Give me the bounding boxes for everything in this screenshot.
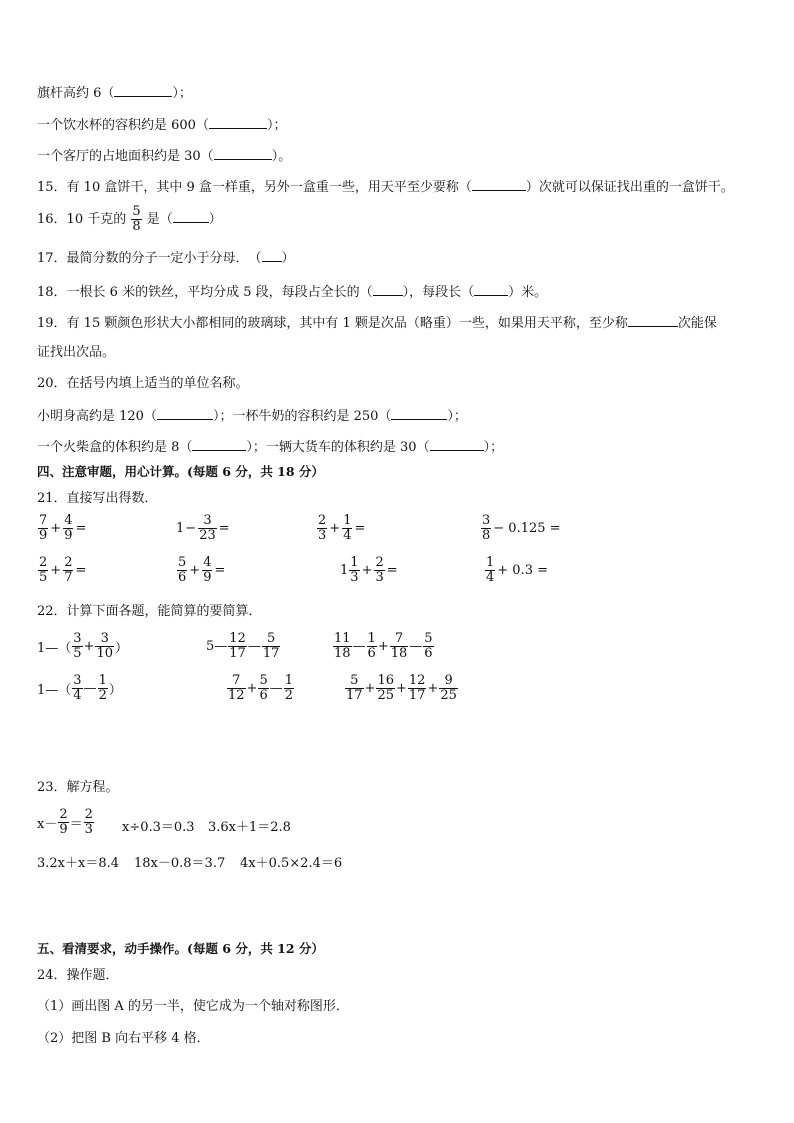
suffix: ） xyxy=(108,683,122,698)
fraction xyxy=(177,556,187,585)
calc-item-2 xyxy=(176,514,231,543)
fraction xyxy=(367,632,377,661)
denominator: 18 xyxy=(334,646,351,661)
numerator: 5 xyxy=(345,674,364,689)
prefix: 1—（ xyxy=(37,641,72,656)
operator: + xyxy=(50,521,62,536)
denominator: 3 xyxy=(375,570,384,585)
fraction xyxy=(72,674,82,703)
denominator: 10 xyxy=(96,646,114,661)
simplify-item-2 xyxy=(206,632,281,661)
operator: + xyxy=(361,563,373,578)
number: 1 xyxy=(176,521,185,536)
question-20-row2 xyxy=(37,437,503,457)
text: ）。 xyxy=(271,149,292,164)
operator: + xyxy=(427,681,439,696)
question-20 xyxy=(37,375,249,393)
fraction xyxy=(84,808,94,837)
fraction xyxy=(408,674,427,703)
numerator: 5 xyxy=(132,204,141,219)
denominator: 5 xyxy=(73,646,82,661)
operator: + xyxy=(377,639,389,654)
text: 16．10 千克的 xyxy=(37,212,127,227)
text: 证找出次品。 xyxy=(37,345,116,360)
fraction xyxy=(390,632,409,661)
fraction xyxy=(423,632,433,661)
answer-blank[interactable] xyxy=(214,146,272,160)
denominator: 9 xyxy=(203,570,212,585)
denominator: 17 xyxy=(262,646,280,661)
denominator: 12 xyxy=(228,688,245,703)
operator: + xyxy=(396,681,407,696)
denominator: 3 xyxy=(84,822,93,837)
numerator: 2 xyxy=(84,807,93,822)
numerator: 12 xyxy=(229,631,246,646)
fraction xyxy=(227,674,246,703)
fraction xyxy=(317,514,327,543)
line-livingroom xyxy=(37,146,291,166)
fraction xyxy=(258,674,268,703)
text: 20．在括号内填上适当的单位名称。 xyxy=(37,376,249,391)
denominator: 4 xyxy=(73,688,82,703)
question-15 xyxy=(37,177,734,197)
fraction xyxy=(262,632,281,661)
text: ）；一杯牛奶的容积约是 250（ xyxy=(212,409,392,424)
operator: — xyxy=(352,639,366,654)
fraction xyxy=(198,514,217,543)
fraction xyxy=(333,632,352,661)
denominator: 3 xyxy=(350,570,359,585)
numerator: 2 xyxy=(375,555,384,570)
text: 17．最简分数的分子一定小于分母． （ xyxy=(37,251,262,266)
question-22: 22．计算下面各题，能简算的要简算． xyxy=(37,604,262,619)
fraction xyxy=(131,205,141,234)
operator: + xyxy=(50,563,62,578)
fraction xyxy=(38,556,48,585)
numerator: 4 xyxy=(64,513,73,528)
text: 一个饮水杯的容积约是 600（ xyxy=(37,118,209,133)
operator: + xyxy=(364,681,376,696)
fraction xyxy=(342,514,352,543)
numerator: 3 xyxy=(95,632,114,647)
fraction xyxy=(228,632,247,661)
operator: − xyxy=(185,521,197,536)
calc-item-3 xyxy=(316,514,366,543)
answer-blank[interactable] xyxy=(391,406,447,420)
equation-1 xyxy=(37,808,95,837)
question-24-1: （1）画出图 A 的另一半，使它成为一个轴对称图形． xyxy=(37,999,349,1014)
numerator: 1 xyxy=(284,673,294,688)
numerator: 7 xyxy=(390,632,409,647)
denominator: 4 xyxy=(343,528,352,543)
denominator: 7 xyxy=(64,570,73,585)
fraction xyxy=(349,556,359,585)
operator: + xyxy=(329,521,341,536)
denominator: 9 xyxy=(64,528,73,543)
denominator: 17 xyxy=(408,688,426,703)
text: ）； xyxy=(266,118,287,133)
text: ）； xyxy=(447,409,467,424)
answer-blank[interactable] xyxy=(373,282,403,296)
line-cup xyxy=(37,115,286,135)
fraction xyxy=(98,674,108,703)
question-24-2: （2）把图 B 向右平移 4 格． xyxy=(37,1031,210,1046)
numerator: 3 xyxy=(73,631,82,646)
numerator: 1 xyxy=(343,513,352,528)
operator: = xyxy=(354,521,366,536)
operator: — xyxy=(409,639,423,654)
section-5-heading: 五、看清要求，动手操作。(每题 6 分，共 12 分） xyxy=(37,941,324,956)
numerator: 2 xyxy=(64,555,73,570)
denominator: 6 xyxy=(178,570,187,585)
text: 15．有 10 盒饼干，其中 9 盒一样重，另外一盒重一些，用天平至少要称（ xyxy=(37,180,472,195)
text: ）； xyxy=(172,86,192,101)
fraction xyxy=(63,556,73,585)
fraction xyxy=(481,514,491,543)
denominator: 23 xyxy=(199,528,216,543)
calc-item-6 xyxy=(176,556,226,585)
answer-blank[interactable] xyxy=(173,209,209,223)
numerator: 3 xyxy=(198,514,217,529)
calc-item-7 xyxy=(340,556,399,585)
numerator: 7 xyxy=(39,513,48,528)
numerator: 1 xyxy=(350,555,359,570)
text: 小明身高约是 120（ xyxy=(37,409,157,424)
equation-3: 3.6x＋1＝2.8 xyxy=(208,820,291,835)
fraction xyxy=(202,556,212,585)
denominator: 25 xyxy=(377,688,394,703)
numerator: 3 xyxy=(73,673,82,688)
calc-item-8 xyxy=(484,556,549,585)
prefix: 1—（ xyxy=(37,683,72,698)
fraction xyxy=(345,674,364,703)
equation-2: x÷0.3＝0.3 xyxy=(122,820,195,835)
operator: + xyxy=(189,563,201,578)
text: 18．一根长 6 米的铁丝，平均分成 5 段，每段占全长的（ xyxy=(37,285,373,300)
denominator: 9 xyxy=(59,822,68,837)
denominator: 6 xyxy=(424,646,433,661)
answer-blank[interactable] xyxy=(157,406,213,420)
denominator: 3 xyxy=(318,528,327,543)
equation-6: 4x＋0.5×2.4＝6 xyxy=(240,856,343,871)
text: 一个火柴盒的体积约是 8（ xyxy=(37,440,193,455)
simplify-item-4 xyxy=(37,674,122,703)
numerator: 2 xyxy=(59,807,68,822)
numerator: 1 xyxy=(486,555,495,570)
operator: = xyxy=(214,563,226,578)
denominator: 9 xyxy=(39,528,48,543)
equation-prefix: x－ xyxy=(37,817,58,832)
denominator: 8 xyxy=(482,528,491,543)
numerator: 16 xyxy=(377,673,394,688)
denominator: 6 xyxy=(259,688,268,703)
fraction xyxy=(72,632,82,661)
question-19 xyxy=(37,313,717,333)
denominator: 25 xyxy=(440,688,457,703)
operator: = xyxy=(75,563,87,578)
numerator: 5 xyxy=(259,673,268,688)
numerator: 5 xyxy=(424,631,433,646)
numerator: 2 xyxy=(39,555,48,570)
text: ）；一辆大货车的体积约是 30（ xyxy=(246,440,430,455)
numerator: 1 xyxy=(367,631,376,646)
question-21: 21．直接写出得数． xyxy=(37,491,158,506)
question-20-row1 xyxy=(37,406,467,426)
answer-blank[interactable] xyxy=(430,437,484,451)
denominator: 17 xyxy=(346,688,363,703)
prefix: 5— xyxy=(206,639,228,654)
question-17 xyxy=(37,248,295,268)
text: ） xyxy=(208,212,222,227)
text: ），每段长（ xyxy=(402,285,475,300)
question-16 xyxy=(37,204,222,236)
text: ）； xyxy=(483,440,504,455)
expression-tail: + 0.3 = xyxy=(497,563,549,578)
suffix: ） xyxy=(115,641,129,656)
operator: + xyxy=(246,681,258,696)
text: ） xyxy=(281,251,295,266)
answer-blank[interactable] xyxy=(472,177,526,191)
answer-blank[interactable] xyxy=(262,248,282,262)
question-23: 23．解方程。 xyxy=(37,780,119,795)
whole-number: 1 xyxy=(340,563,349,578)
operator: = xyxy=(75,521,87,536)
question-18 xyxy=(37,282,547,302)
text: ）次就可以保证找出重的一盒饼干。 xyxy=(525,180,734,195)
numerator: 4 xyxy=(203,555,212,570)
denominator: 2 xyxy=(284,688,294,703)
question-24: 24．操作题． xyxy=(37,968,119,983)
numerator: 9 xyxy=(439,674,458,689)
text: 一个客厅的占地面积约是 30（ xyxy=(37,149,214,164)
fraction xyxy=(374,556,384,585)
numerator: 3 xyxy=(482,513,491,528)
denominator: 5 xyxy=(39,570,48,585)
simplify-item-1 xyxy=(37,632,128,661)
calc-item-4 xyxy=(480,514,562,543)
numerator: 11 xyxy=(334,631,351,646)
numerator: 5 xyxy=(178,555,187,570)
answer-blank[interactable] xyxy=(474,282,508,296)
numerator: 12 xyxy=(408,673,426,688)
answer-blank[interactable] xyxy=(628,313,678,327)
denominator: 2 xyxy=(98,688,107,703)
operator: = xyxy=(386,563,398,578)
operator: — xyxy=(247,639,261,654)
denominator: 17 xyxy=(229,646,246,661)
operator: — xyxy=(269,681,283,696)
equation-4: 3.2x＋x＝8.4 xyxy=(37,856,120,871)
operator: ＝ xyxy=(69,817,83,832)
simplify-item-3 xyxy=(332,632,435,661)
fraction xyxy=(376,674,395,703)
text: 次能保 xyxy=(677,316,717,331)
text: 是（ xyxy=(146,212,173,227)
answer-blank[interactable] xyxy=(209,115,267,129)
fraction xyxy=(95,632,114,661)
question-19-cont xyxy=(37,344,115,362)
answer-blank[interactable] xyxy=(192,437,246,451)
operator: = xyxy=(218,521,230,536)
denominator: 4 xyxy=(486,570,495,585)
calc-item-5 xyxy=(37,556,87,585)
fraction xyxy=(439,674,458,703)
operator: + xyxy=(83,639,95,654)
fraction xyxy=(38,514,48,543)
expression-tail: − 0.125 = xyxy=(493,521,561,536)
section-4-heading: 四、注意审题，用心计算。(每题 6 分，共 18 分） xyxy=(37,464,324,479)
simplify-item-6 xyxy=(344,674,459,703)
fraction xyxy=(63,514,73,543)
text: 旗杆高约 6（ xyxy=(37,86,115,101)
line-flagpole xyxy=(37,83,192,103)
numerator: 1 xyxy=(98,673,107,688)
answer-blank[interactable] xyxy=(114,83,172,97)
numerator: 2 xyxy=(318,513,327,528)
numerator: 7 xyxy=(227,674,246,689)
fraction xyxy=(485,556,495,585)
simplify-item-5 xyxy=(226,674,295,703)
fraction xyxy=(284,674,294,703)
equation-5: 18x－0.8＝3.7 xyxy=(134,856,226,871)
numerator: 5 xyxy=(262,632,281,647)
calc-item-1 xyxy=(37,514,87,543)
denominator: 6 xyxy=(367,646,376,661)
operator: — xyxy=(83,681,97,696)
fraction xyxy=(58,808,68,837)
text: ）米。 xyxy=(508,285,548,300)
denominator: 8 xyxy=(132,219,141,234)
denominator: 18 xyxy=(390,646,408,661)
text: 19．有 15 颗颜色形状大小都相同的玻璃球，其中有 1 颗是次品（略重）一些，如果用天平称，至少称 xyxy=(37,316,628,331)
